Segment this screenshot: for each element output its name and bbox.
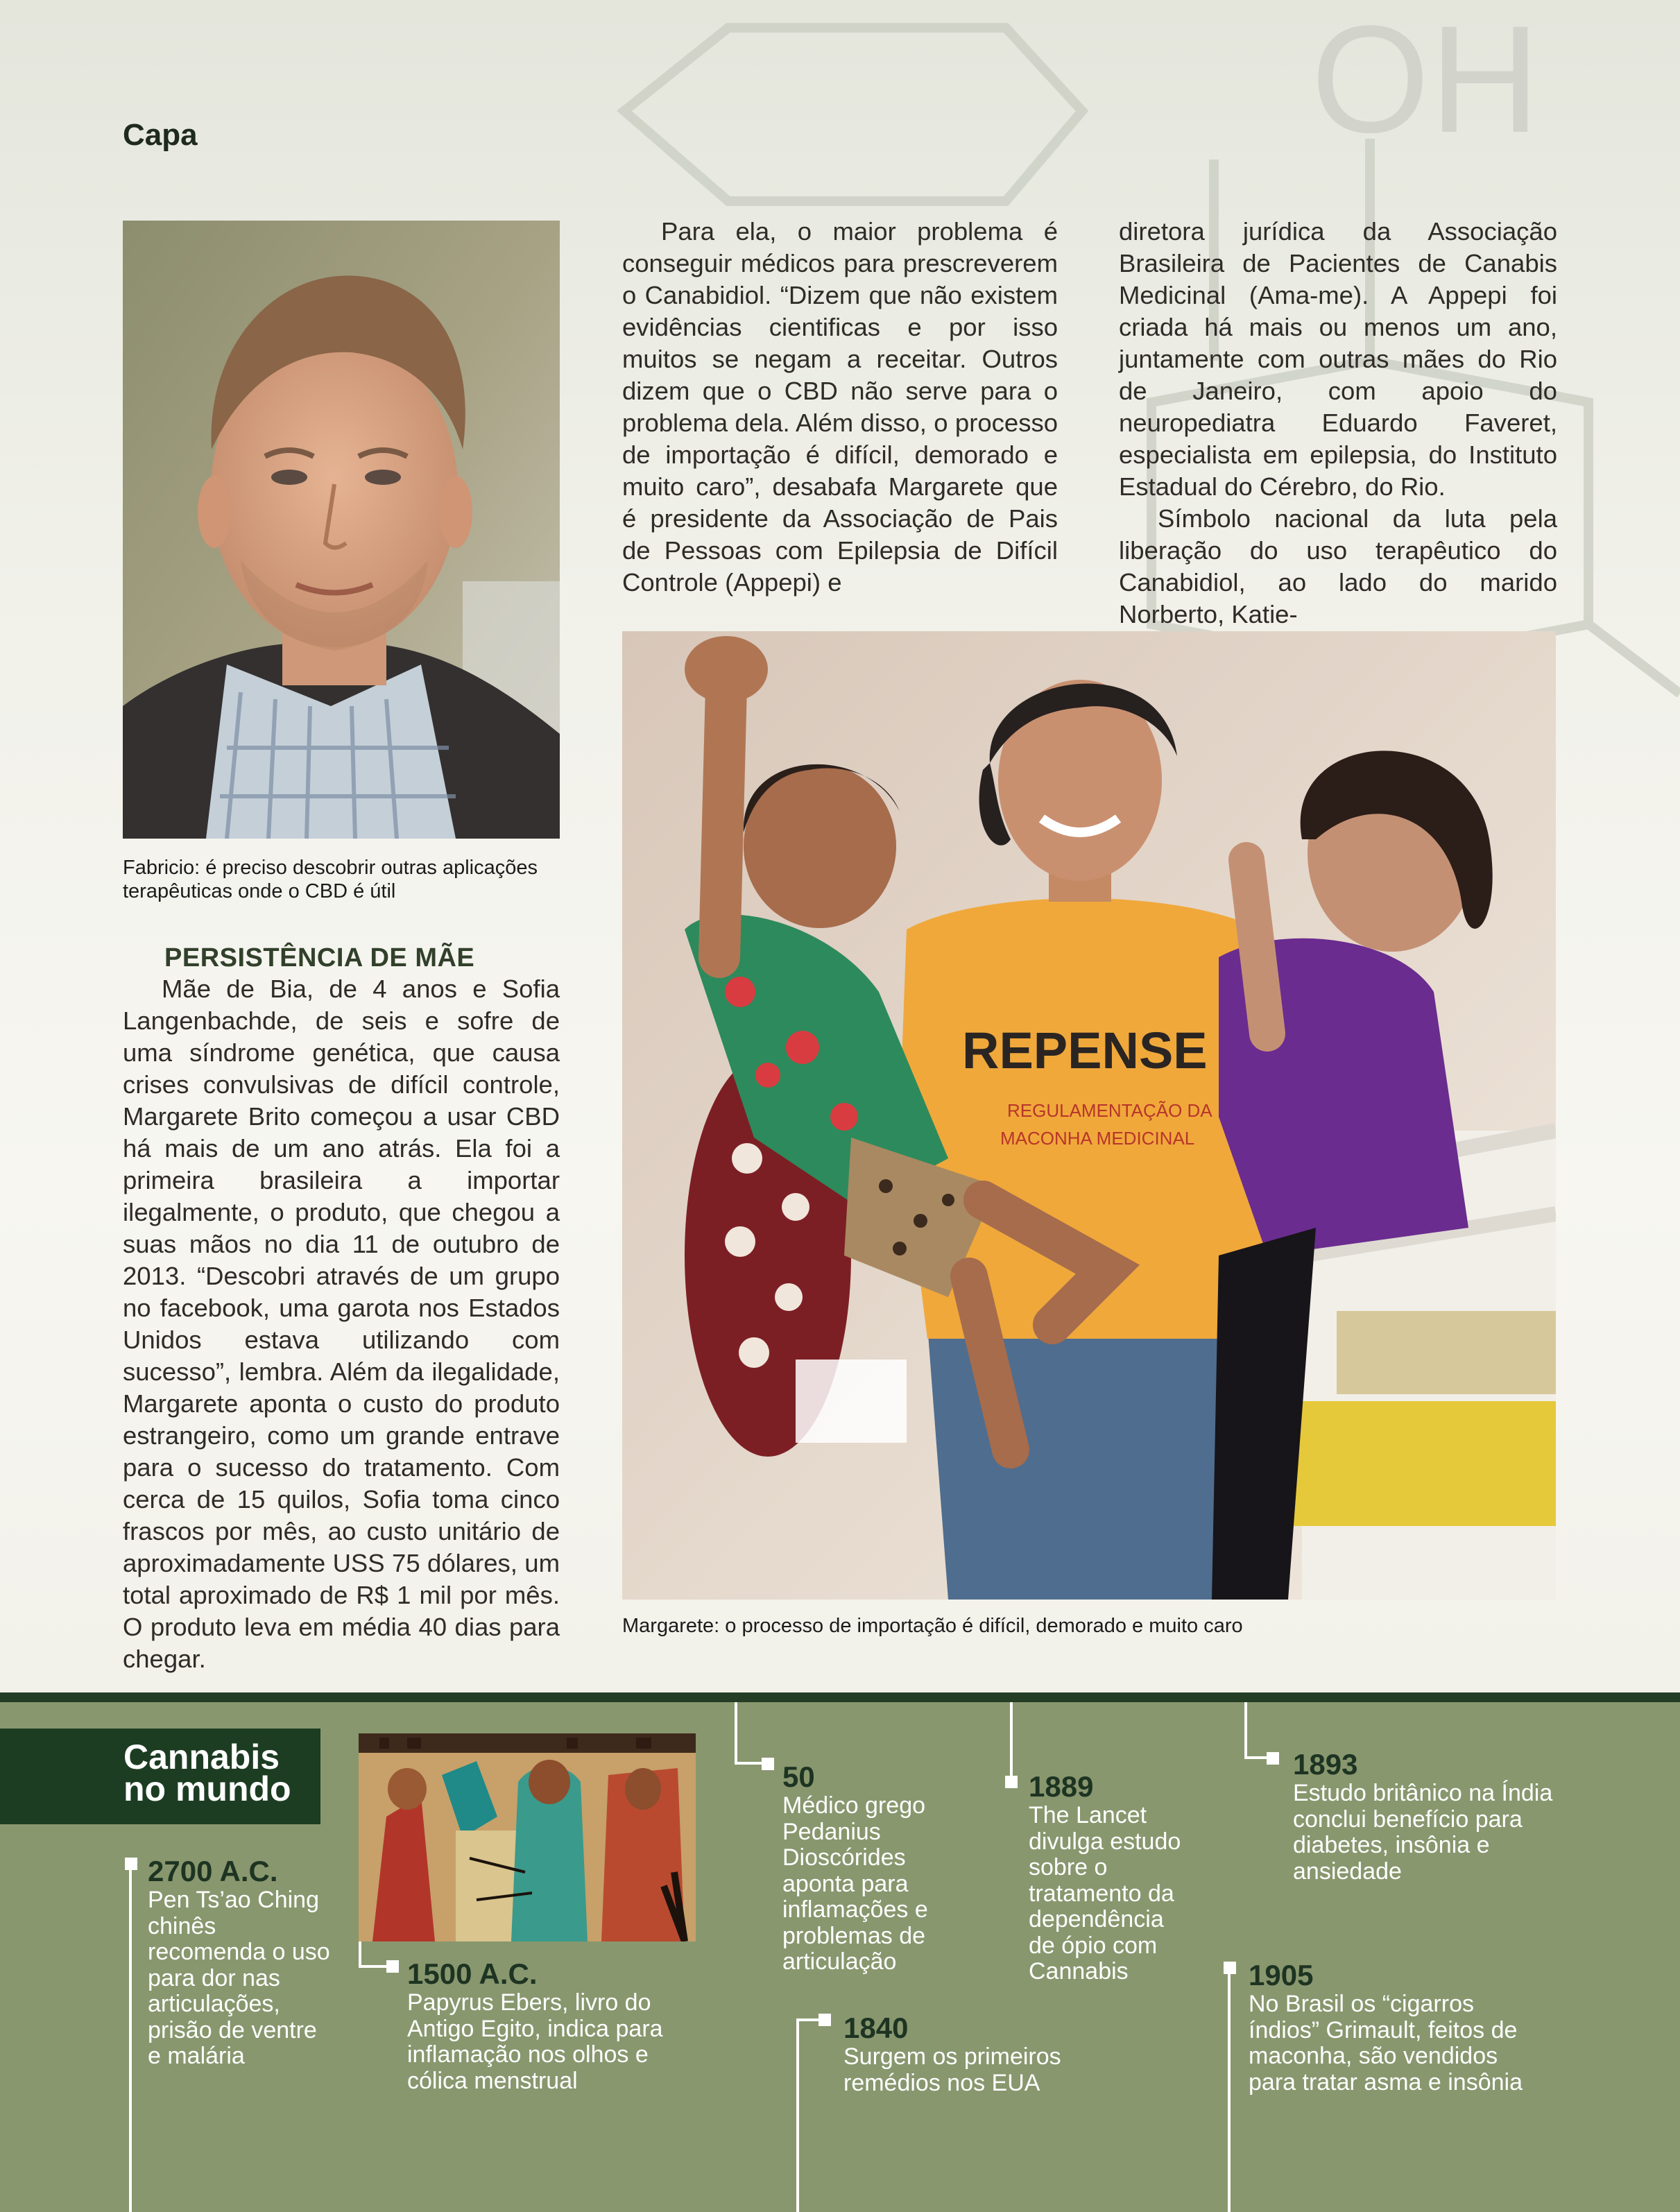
timeline-year-2700ac: 2700 A.C.: [148, 1855, 278, 1887]
article-col2-paragraph: Para ela, o maior problema é conseguir médicos para prescreverem o Canabidiol. “Dizem que não existem evidências cientificas e por isso muitos se negam a receitar. Outros dizem que o CBD não serve para o problema dela. Além disso, o processo de importação é difícil, demorado e muito caro”, desabafa Margarete que é presidente da Associação de Pais de Pessoas com Epilepsia de Difícil Controle (Appepi) e: [622, 217, 1058, 597]
egyptian-papyrus-image: [359, 1733, 696, 1941]
timeline-marker-2700ac: [125, 1858, 137, 1870]
timeline-axis-50: [735, 1702, 737, 1763]
timeline-text-1893: Estudo britânico na Índia conclui benefício para diabetes, insônia e ansiedade: [1293, 1780, 1553, 1885]
timeline-marker-1840: [818, 2014, 831, 2026]
timeline-marker-1500ac: [386, 1960, 399, 1973]
section-label: Capa: [123, 118, 198, 152]
timeline-top-rule: [0, 1692, 1680, 1702]
timeline-text-2700ac: Pen Ts’ao Ching chinês recomenda o uso para dor nas articulações, prisão de ventre e malária: [148, 1887, 330, 2069]
timeline-year-1889: 1889: [1029, 1770, 1094, 1803]
timeline-text-1500ac: Papyrus Ebers, livro do Antigo Egito, indica para inflamação nos olhos e cólica menstrual: [407, 1989, 663, 2094]
tshirt-brand-text: REPENSE: [962, 1022, 1208, 1079]
timeline-year-1893: 1893: [1293, 1748, 1358, 1781]
tshirt-line1-text: REGULAMENTAÇÃO DA: [1007, 1100, 1212, 1121]
article-col3-paragraph-1: diretora jurídica da Associação Brasileira de Pacientes de Canabis Medicinal (Ama-me). A Appepi foi criada há mais ou menos um ano, juntamente com outras mães do Rio de Janeiro, com apoio do neuropediatra Eduardo Faveret, especialista em epilepsia, do Instituto Estadual do Cérebro, do Rio.: [1119, 217, 1557, 501]
timeline-title-line2: no mundo: [123, 1769, 291, 1808]
timeline-marker-1905: [1224, 1962, 1236, 1974]
timeline-marker-1889: [1005, 1776, 1018, 1788]
margarete-photo-caption: Margarete: o processo de importação é difícil, demorado e muito caro: [622, 1615, 1243, 1637]
timeline-axis-1905: [1228, 1970, 1231, 2212]
timeline-text-1840: Surgem os primeiros remédios nos EUA: [843, 2043, 1061, 2096]
timeline-title-box: [0, 1729, 320, 1824]
margarete-photo: [622, 631, 1556, 1600]
fabricio-photo: [123, 221, 560, 839]
article-col1-paragraph: Mãe de Bia, de 4 anos e Sofia Langenbachde, de seis e sofre de uma síndrome genética, que causa crises convulsivas de difícil controle, Margarete Brito começou a usar CBD há mais de um ano atrás. Ela foi a primeira brasileira a importar ilegalmente, o produto, que chegou a suas mãos no dia 11 de outubro de 2013. “Descobri através de um grupo no facebook, uma garota nos Estados Unidos estava utilizando com sucesso”, lembra. Além da ilegalidade, Margarete aponta o custo do produto estrangeiro, como um grande entrave para o sucesso do tratamento. Com cerca de 15 quilos, Sofia toma cinco frascos por mês, ao custo unitário de aproximadamente USS 75 dólares, um total aproximado de R$ 1 mil por mês. O produto leva em média 40 dias para chegar.: [123, 975, 560, 1673]
article-col3-paragraph-2: Símbolo nacional da luta pela liberação do uso terapêutico do Canabidiol, ao lado do marido Norberto, Katie-: [1119, 504, 1557, 628]
timeline-year-50: 50: [782, 1760, 815, 1793]
timeline-axis-1893: [1244, 1702, 1247, 1758]
timeline-text-1889: The Lancet divulga estudo sobre o tratamento da dependência de ópio com Cannabis: [1029, 1802, 1181, 1984]
timeline-axis-2700ac: [129, 1866, 132, 2212]
timeline-text-50: Médico grego Pedanius Dioscórides aponta para inflamações e problemas de articulação: [782, 1792, 928, 1975]
timeline-title-line1: Cannabis: [123, 1738, 280, 1776]
tshirt-line2-text: MACONHA MEDICINAL: [1000, 1128, 1195, 1149]
timeline-year-1500ac: 1500 A.C.: [407, 1957, 538, 1990]
article-column-2: [622, 216, 1058, 599]
timeline-text-1905: No Brasil os “cigarros índios” Grimault, feitos de maconha, são vendidos para tratar asma e insônia: [1249, 1991, 1523, 2095]
oh-watermark-text: OH: [1311, 0, 1540, 164]
article-column-1: [123, 943, 560, 1675]
timeline-axis-1500ac: [359, 1941, 361, 1966]
timeline-marker-1893: [1267, 1752, 1279, 1765]
timeline-axis-1840: [796, 2018, 799, 2212]
article-subhead: PERSISTÊNCIA DE MÃE: [164, 943, 475, 972]
article-column-3: [1119, 216, 1557, 631]
fabricio-photo-caption: Fabricio: é preciso descobrir outras aplicações terapêuticas onde o CBD é útil: [123, 857, 538, 902]
timeline-axis-1889: [1010, 1702, 1013, 1780]
timeline-year-1905: 1905: [1249, 1959, 1314, 1991]
timeline-year-1840: 1840: [843, 2012, 909, 2044]
timeline-marker-50: [762, 1758, 774, 1770]
